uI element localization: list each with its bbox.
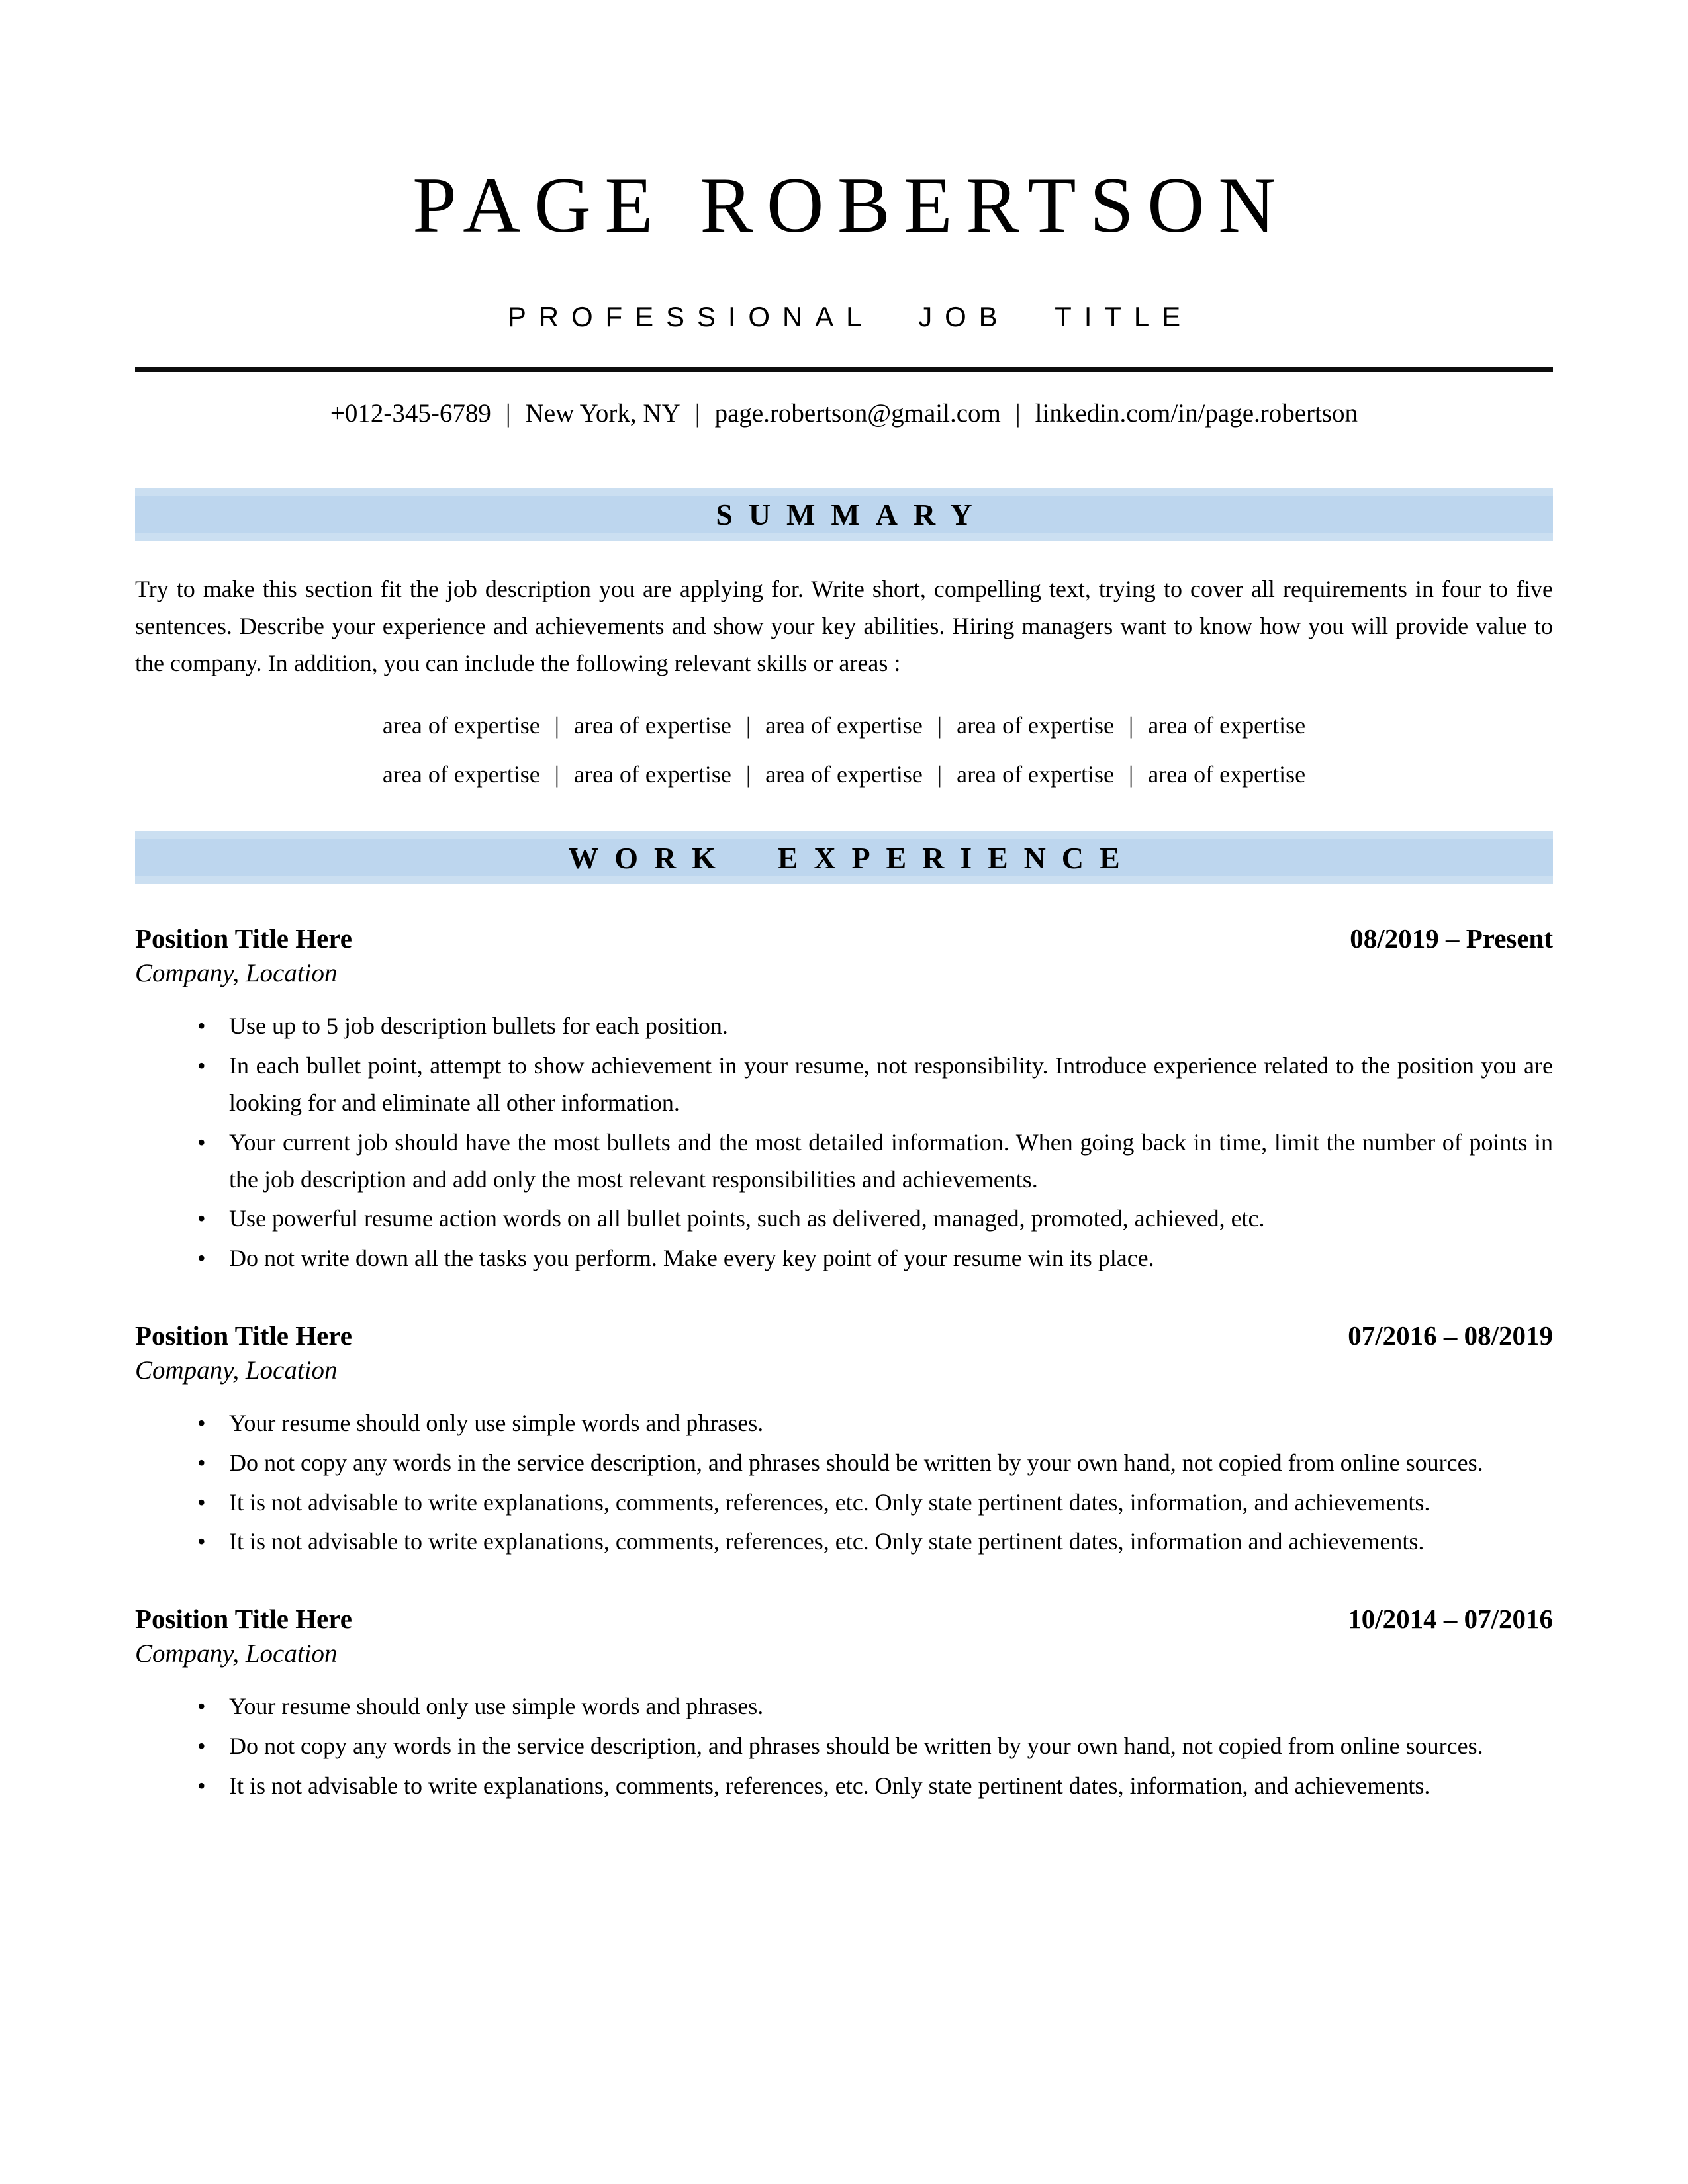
pipe-separator: | [1129,760,1134,788]
bullet-item: • Your resume should only use simple words and phrases. [229,1688,1553,1725]
job-head [135,923,1553,954]
expertise-item: area of expertise [382,760,540,788]
contact-item: linkedin.com/in/page.robertson [1035,399,1358,428]
job-company: Company, Location [135,1355,338,1385]
job-company: Company, Location [135,959,338,988]
bullet-item: • Use up to 5 job description bullets for each position. [229,1008,1553,1045]
pipe-separator: | [745,760,751,788]
header-divider [135,367,1553,372]
job-dates: 08/2019 – Present [1350,923,1553,954]
job-entry [135,923,1553,1277]
work-heading-bar [135,831,1553,884]
expertise-group [135,707,1553,794]
bullet-item: • Use powerful resume action words on all bullet points, such as delivered, managed, promoted, achieved, etc. [229,1201,1553,1238]
job-title: Position Title Here [135,1320,352,1351]
pipe-separator: | [505,399,511,428]
job-dates: 10/2014 – 07/2016 [1348,1604,1553,1635]
bullet-item: • Your current job should have the most bullets and the most detailed information. When going back in time, limit the number of points in the job description and add only the most relevant responsibilities and achievements. [229,1124,1553,1199]
contact-item: New York, NY [525,399,680,428]
pipe-separator: | [1129,711,1134,739]
expertise-item: area of expertise [573,711,731,739]
expertise-item: area of expertise [957,760,1114,788]
bullet-item: • Do not copy any words in the service description, and phrases should be written by your own hand, not copied from online sources. [229,1728,1553,1765]
job-bullets [135,1688,1553,1804]
bullet-item: • Do not write down all the tasks you perform. Make every key point of your resume win its place. [229,1240,1553,1277]
bullet-item: • In each bullet point, attempt to show achievement in your resume, not responsibility. Introduce experience related to the position you are looking for and eliminate all other information. [229,1048,1553,1122]
job-bullets [135,1405,1553,1561]
bullet-item: • It is not advisable to write explanations, comments, references, etc. Only state pertinent dates, information, and achievements. [229,1768,1553,1805]
expertise-item: area of expertise [765,760,923,788]
pipe-separator: | [937,711,943,739]
expertise-item: area of expertise [573,760,731,788]
pipe-separator: | [745,711,751,739]
bullet-item: • Do not copy any words in the service description, and phrases should be written by your own hand, not copied from online sources. [229,1445,1553,1482]
pipe-separator: | [554,760,559,788]
job-head [135,1320,1553,1351]
summary-section [135,488,1553,793]
job-entry [135,1320,1553,1561]
expertise-item: area of expertise [957,711,1114,739]
job-title: Position Title Here [135,1604,352,1635]
expertise-row [135,756,1553,794]
job-title: Position Title Here [135,923,352,954]
contact-line [135,398,1553,428]
summary-paragraph: Try to make this section fit the job description you are applying for. Write short, compelling text, trying to cover all requirements in four to five sentences. Describe your experience and achievements and show your key abilities. Hiring managers want to know how you will provide value to the company. In addition, you can include the following relevant skills or areas : [135,576,1553,676]
resume-header [135,162,1553,428]
pipe-separator: | [937,760,943,788]
candidate-name: PAGE ROBERTSON [412,161,1289,250]
expertise-item: area of expertise [382,711,540,739]
summary-heading: SUMMARY [716,497,988,531]
expertise-item: area of expertise [1148,711,1306,739]
bullet-item: • It is not advisable to write explanations, comments, references, etc. Only state pertinent dates, information and achievements. [229,1524,1553,1561]
contact-item: page.robertson@gmail.com [714,399,1001,428]
expertise-item: area of expertise [765,711,923,739]
job-head [135,1603,1553,1635]
job-company: Company, Location [135,1639,338,1668]
pipe-separator: | [1015,399,1021,428]
job-entry [135,1603,1553,1804]
pipe-separator: | [694,399,700,428]
summary-heading-bar [135,488,1553,541]
expertise-row [135,707,1553,745]
bullet-item: • Your resume should only use simple words and phrases. [229,1405,1553,1442]
contact-item: +012-345-6789 [330,399,491,428]
bullet-item: • It is not advisable to write explanations, comments, references, etc. Only state pertinent dates, information, and achievements. [229,1484,1553,1522]
pipe-separator: | [554,711,559,739]
expertise-item: area of expertise [1148,760,1306,788]
job-dates: 07/2016 – 08/2019 [1348,1320,1553,1351]
professional-job-title: PROFESSIONAL JOB TITLE [507,301,1194,333]
work-experience-section [135,831,1553,1804]
job-bullets [135,1008,1553,1277]
work-heading: WORK EXPERIENCE [568,841,1136,875]
